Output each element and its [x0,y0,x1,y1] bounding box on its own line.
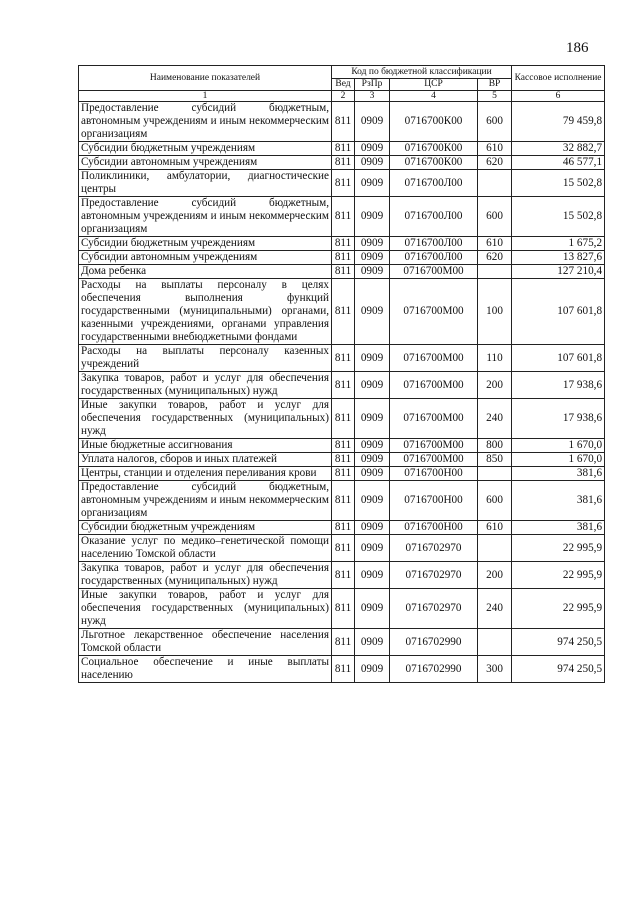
cell-rzpr: 0909 [355,535,390,562]
cell-rzpr: 0909 [355,279,390,345]
cell-rzpr: 0909 [355,265,390,279]
table-row [79,399,605,439]
cell-name: Расходы на выплаты персоналу в целях обеспечения выполнения функций государственными (муниципальными) органами, казенными учреждениями, органами управления государственными внебюджетными фондами [79,279,332,345]
cell-name: Дома ребенка [79,265,332,279]
header-csr: ЦСР [390,79,478,91]
cell-vr: 620 [478,251,512,265]
cell-name: Субсидии бюджетным учреждениям [79,521,332,535]
cell-name: Закупка товаров, работ и услуг для обеспечения государственных (муниципальных) нужд [79,562,332,589]
col-number: 6 [512,91,605,102]
col-number: 3 [355,91,390,102]
cell-name: Льготное лекарственное обеспечение населения Томской области [79,629,332,656]
cell-vr [478,535,512,562]
cell-rzpr: 0909 [355,453,390,467]
table-row [79,251,605,265]
cell-vr: 620 [478,156,512,170]
cell-amount: 1 670,0 [512,439,605,453]
cell-vr: 100 [478,279,512,345]
cell-csr: 0716700Л00 [390,251,478,265]
cell-amount: 127 210,4 [512,265,605,279]
header-amount: Кассовое исполнение [512,66,605,91]
cell-vr: 240 [478,399,512,439]
header-ved: Вед [332,79,355,91]
cell-ved: 811 [332,142,355,156]
cell-ved: 811 [332,251,355,265]
cell-name: Субсидии бюджетным учреждениям [79,237,332,251]
cell-amount: 17 938,6 [512,372,605,399]
cell-ved: 811 [332,481,355,521]
cell-ved: 811 [332,279,355,345]
cell-name: Центры, станции и отделения переливания крови [79,467,332,481]
cell-amount: 22 995,9 [512,562,605,589]
cell-csr: 0716700Н00 [390,521,478,535]
cell-rzpr: 0909 [355,521,390,535]
cell-vr: 600 [478,102,512,142]
cell-rzpr: 0909 [355,589,390,629]
cell-ved: 811 [332,345,355,372]
cell-vr: 800 [478,439,512,453]
cell-ved: 811 [332,102,355,142]
cell-ved: 811 [332,521,355,535]
table-row [79,535,605,562]
table-row [79,521,605,535]
table-body [79,102,605,683]
cell-ved: 811 [332,629,355,656]
cell-csr: 0716700М00 [390,279,478,345]
cell-amount: 974 250,5 [512,629,605,656]
cell-csr: 0716702990 [390,629,478,656]
cell-amount: 1 675,2 [512,237,605,251]
cell-ved: 811 [332,453,355,467]
cell-vr: 850 [478,453,512,467]
cell-rzpr: 0909 [355,399,390,439]
table-row [79,372,605,399]
cell-vr [478,467,512,481]
header-name: Наименование показателей [79,66,332,91]
cell-name: Субсидии автономным учреждениям [79,156,332,170]
table-row [79,265,605,279]
cell-csr: 0716702990 [390,656,478,683]
cell-csr: 0716700К00 [390,102,478,142]
cell-csr: 0716702970 [390,589,478,629]
cell-ved: 811 [332,399,355,439]
cell-csr: 0716700Л00 [390,237,478,251]
cell-rzpr: 0909 [355,439,390,453]
cell-vr: 300 [478,656,512,683]
cell-name: Закупка товаров, работ и услуг для обеспечения государственных (муниципальных) нужд [79,372,332,399]
cell-rzpr: 0909 [355,156,390,170]
table-row [79,589,605,629]
cell-csr: 0716700Н00 [390,467,478,481]
cell-name: Иные бюджетные ассигнования [79,439,332,453]
cell-rzpr: 0909 [355,237,390,251]
cell-rzpr: 0909 [355,345,390,372]
header-rzpr: РзПр [355,79,390,91]
cell-name: Иные закупки товаров, работ и услуг для обеспечения государственных (муниципальных) нужд [79,589,332,629]
cell-name: Предоставление субсидий бюджетным, автономным учреждениям и иным некоммерческим организациям [79,481,332,521]
cell-amount: 13 827,6 [512,251,605,265]
cell-csr: 0716700М00 [390,439,478,453]
cell-vr: 200 [478,562,512,589]
cell-amount: 22 995,9 [512,535,605,562]
cell-csr: 0716700Н00 [390,481,478,521]
cell-ved: 811 [332,156,355,170]
budget-execution-table [78,65,605,683]
table-row [79,237,605,251]
cell-ved: 811 [332,237,355,251]
table-row [79,453,605,467]
page-number: 186 [566,40,589,56]
cell-csr: 0716700М00 [390,399,478,439]
cell-vr: 610 [478,521,512,535]
cell-ved: 811 [332,197,355,237]
cell-ved: 811 [332,535,355,562]
cell-ved: 811 [332,589,355,629]
cell-csr: 0716700М00 [390,265,478,279]
cell-ved: 811 [332,656,355,683]
table-row [79,629,605,656]
cell-ved: 811 [332,467,355,481]
cell-csr: 0716702970 [390,562,478,589]
cell-rzpr: 0909 [355,629,390,656]
cell-vr [478,170,512,197]
cell-amount: 107 601,8 [512,345,605,372]
cell-csr: 0716700М00 [390,372,478,399]
cell-vr: 610 [478,237,512,251]
cell-rzpr: 0909 [355,562,390,589]
cell-name: Субсидии автономным учреждениям [79,251,332,265]
cell-name: Поликлиники, амбулатории, диагностические центры [79,170,332,197]
table-row [79,467,605,481]
cell-amount: 381,6 [512,521,605,535]
cell-rzpr: 0909 [355,170,390,197]
cell-csr: 0716700Л00 [390,197,478,237]
cell-name: Расходы на выплаты персоналу казенных учреждений [79,345,332,372]
cell-vr: 200 [478,372,512,399]
table-row [79,562,605,589]
cell-amount: 46 577,1 [512,156,605,170]
cell-csr: 0716700М00 [390,453,478,467]
cell-ved: 811 [332,265,355,279]
cell-amount: 974 250,5 [512,656,605,683]
table-row [79,656,605,683]
cell-rzpr: 0909 [355,102,390,142]
col-number: 4 [390,91,478,102]
table-row [79,345,605,372]
cell-name: Социальное обеспечение и иные выплаты населению [79,656,332,683]
cell-vr: 610 [478,142,512,156]
cell-amount: 15 502,8 [512,197,605,237]
col-number: 5 [478,91,512,102]
cell-ved: 811 [332,372,355,399]
cell-rzpr: 0909 [355,251,390,265]
cell-amount: 1 670,0 [512,453,605,467]
cell-name: Предоставление субсидий бюджетным, автономным учреждениям и иным некоммерческим организациям [79,102,332,142]
cell-name: Оказание услуг по медико–генетической помощи населению Томской области [79,535,332,562]
cell-rzpr: 0909 [355,656,390,683]
cell-vr: 600 [478,481,512,521]
cell-name: Субсидии бюджетным учреждениям [79,142,332,156]
cell-csr: 0716702970 [390,535,478,562]
cell-vr [478,629,512,656]
cell-csr: 0716700К00 [390,156,478,170]
cell-rzpr: 0909 [355,197,390,237]
cell-ved: 811 [332,170,355,197]
cell-rzpr: 0909 [355,372,390,399]
cell-csr: 0716700М00 [390,345,478,372]
cell-amount: 79 459,8 [512,102,605,142]
cell-amount: 15 502,8 [512,170,605,197]
cell-vr: 600 [478,197,512,237]
cell-rzpr: 0909 [355,467,390,481]
cell-name: Уплата налогов, сборов и иных платежей [79,453,332,467]
table-row [79,156,605,170]
cell-amount: 381,6 [512,481,605,521]
table-row [79,170,605,197]
table-row [79,197,605,237]
table-row [79,279,605,345]
table-row [79,439,605,453]
cell-vr: 110 [478,345,512,372]
cell-vr [478,265,512,279]
cell-rzpr: 0909 [355,481,390,521]
header-vr: ВР [478,79,512,91]
cell-ved: 811 [332,562,355,589]
cell-amount: 32 882,7 [512,142,605,156]
cell-amount: 22 995,9 [512,589,605,629]
cell-name: Предоставление субсидий бюджетным, автономным учреждениям и иным некоммерческим организациям [79,197,332,237]
cell-amount: 107 601,8 [512,279,605,345]
table-row [79,102,605,142]
cell-name: Иные закупки товаров, работ и услуг для обеспечения государственных (муниципальных) нужд [79,399,332,439]
cell-vr: 240 [478,589,512,629]
col-number: 2 [332,91,355,102]
cell-amount: 381,6 [512,467,605,481]
table-row [79,481,605,521]
cell-rzpr: 0909 [355,142,390,156]
header-code-group: Код по бюджетной классификации [332,66,512,79]
table-row [79,142,605,156]
col-number: 1 [79,91,332,102]
cell-csr: 0716700К00 [390,142,478,156]
cell-ved: 811 [332,439,355,453]
cell-csr: 0716700Л00 [390,170,478,197]
cell-amount: 17 938,6 [512,399,605,439]
